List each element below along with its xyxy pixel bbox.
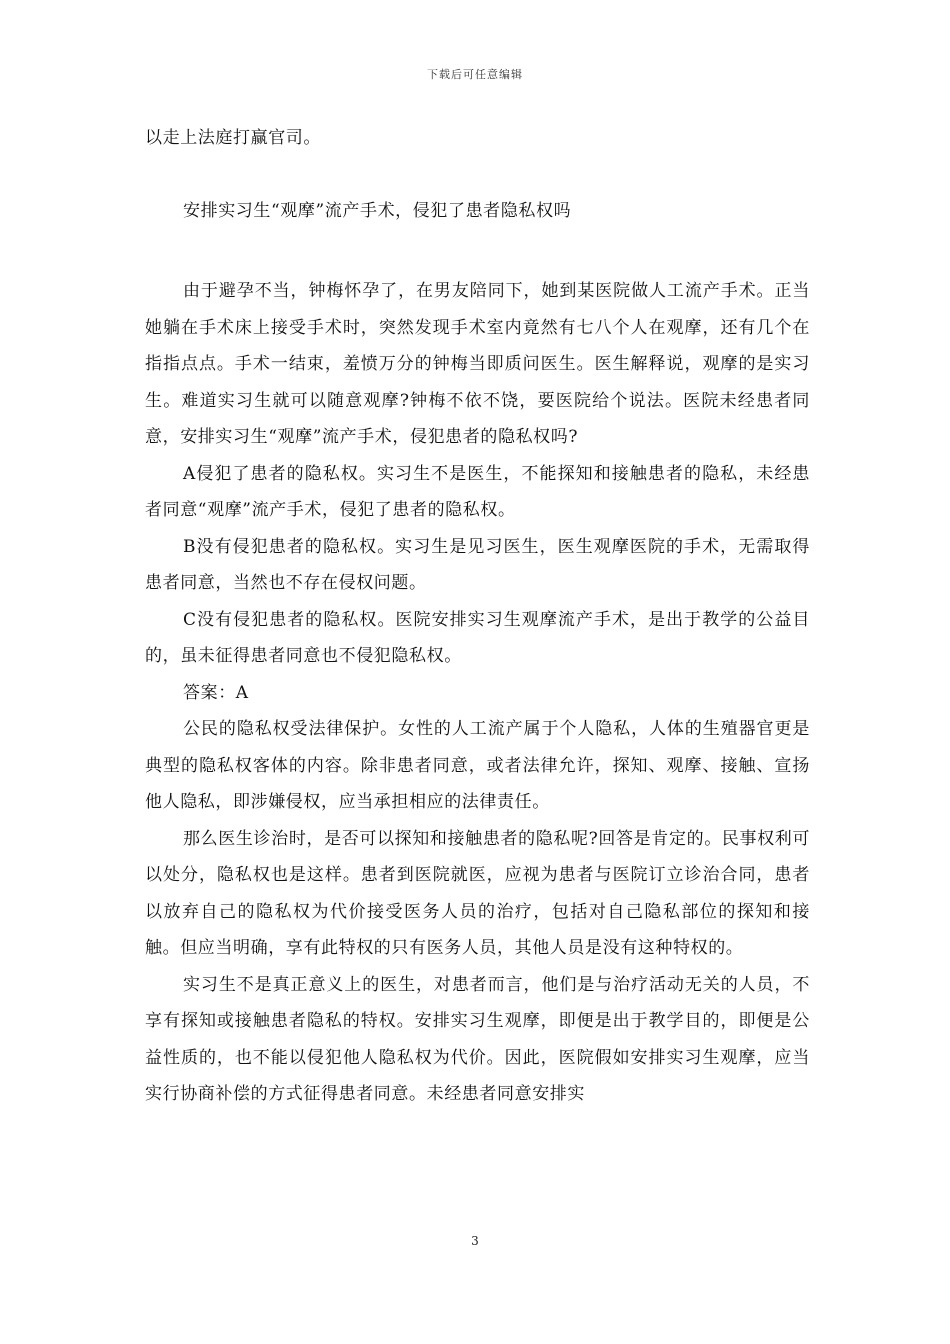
spacer	[145, 229, 810, 273]
spacer	[145, 157, 810, 193]
paragraph-option-a: A侵犯了患者的隐私权。实习生不是医生，不能探知和接触患者的隐私，未经患者同意“观摩”流产手术，侵犯了患者的隐私权。	[145, 463, 810, 520]
page-header: 下载后可任意编辑	[427, 68, 523, 81]
paragraph-option-b: B没有侵犯患者的隐私权。实习生是见习医生，医生观摩医院的手术，无需取得患者同意，当然也不存在侵权问题。	[145, 536, 810, 593]
paragraph-case: 由于避孕不当，钟梅怀孕了，在男友陪同下，她到某医院做人工流产手术。正当她躺在手术床上接受手术时，突然发现手术室内竟然有七八个人在观摩，还有几个在指指点点。手术一结束，羞愤万分的钟梅当即质问医生。医生解释说，观摩的是实习生。难道实习生就可以随意观摩?钟梅不依不饶，要医院给个说法。医院未经患者同意，安排实习生“观摩”流产手术，侵犯患者的隐私权吗?	[145, 281, 810, 447]
paragraph-analysis-2: 那么医生诊治时，是否可以探知和接触患者的隐私呢?回答是肯定的。民事权利可以处分，隐私权也是这样。患者到医院就医，应视为患者与医院订立诊治合同，患者以放弃自己的隐私权为代价接受医务人员的治疗，包括对自己隐私部位的探知和接触。但应当明确，享有此特权的只有医务人员，其他人员是没有这种特权的。	[145, 828, 810, 958]
section-title: 安排实习生“观摩”流产手术，侵犯了患者隐私权吗	[183, 200, 572, 221]
document-body	[145, 120, 810, 1113]
page-number: 3	[471, 1234, 479, 1248]
paragraph-analysis-3: 实习生不是真正意义上的医生，对患者而言，他们是与治疗活动无关的人员，不享有探知或接触患者隐私的特权。安排实习生观摩，即便是出于教学目的，即便是公益性质的，也不能以侵犯他人隐私权为代价。因此，医院假如安排实习生观摩，应当实行协商补偿的方式征得患者同意。未经患者同意安排实	[145, 974, 810, 1104]
paragraph-analysis-1: 公民的隐私权受法律保护。女性的人工流产属于个人隐私，人体的生殖器官更是典型的隐私权客体的内容。除非患者同意，或者法律允许，探知、观摩、接触、宣扬他人隐私，即涉嫌侵权，应当承担相应的法律责任。	[145, 719, 810, 812]
paragraph-answer: 答案：A	[183, 682, 249, 703]
paragraph-option-c: C没有侵犯患者的隐私权。医院安排实习生观摩流产手术，是出于教学的公益目的，虽未征得患者同意也不侵犯隐私权。	[145, 609, 810, 666]
lead-line: 以走上法庭打赢官司。	[145, 128, 321, 148]
